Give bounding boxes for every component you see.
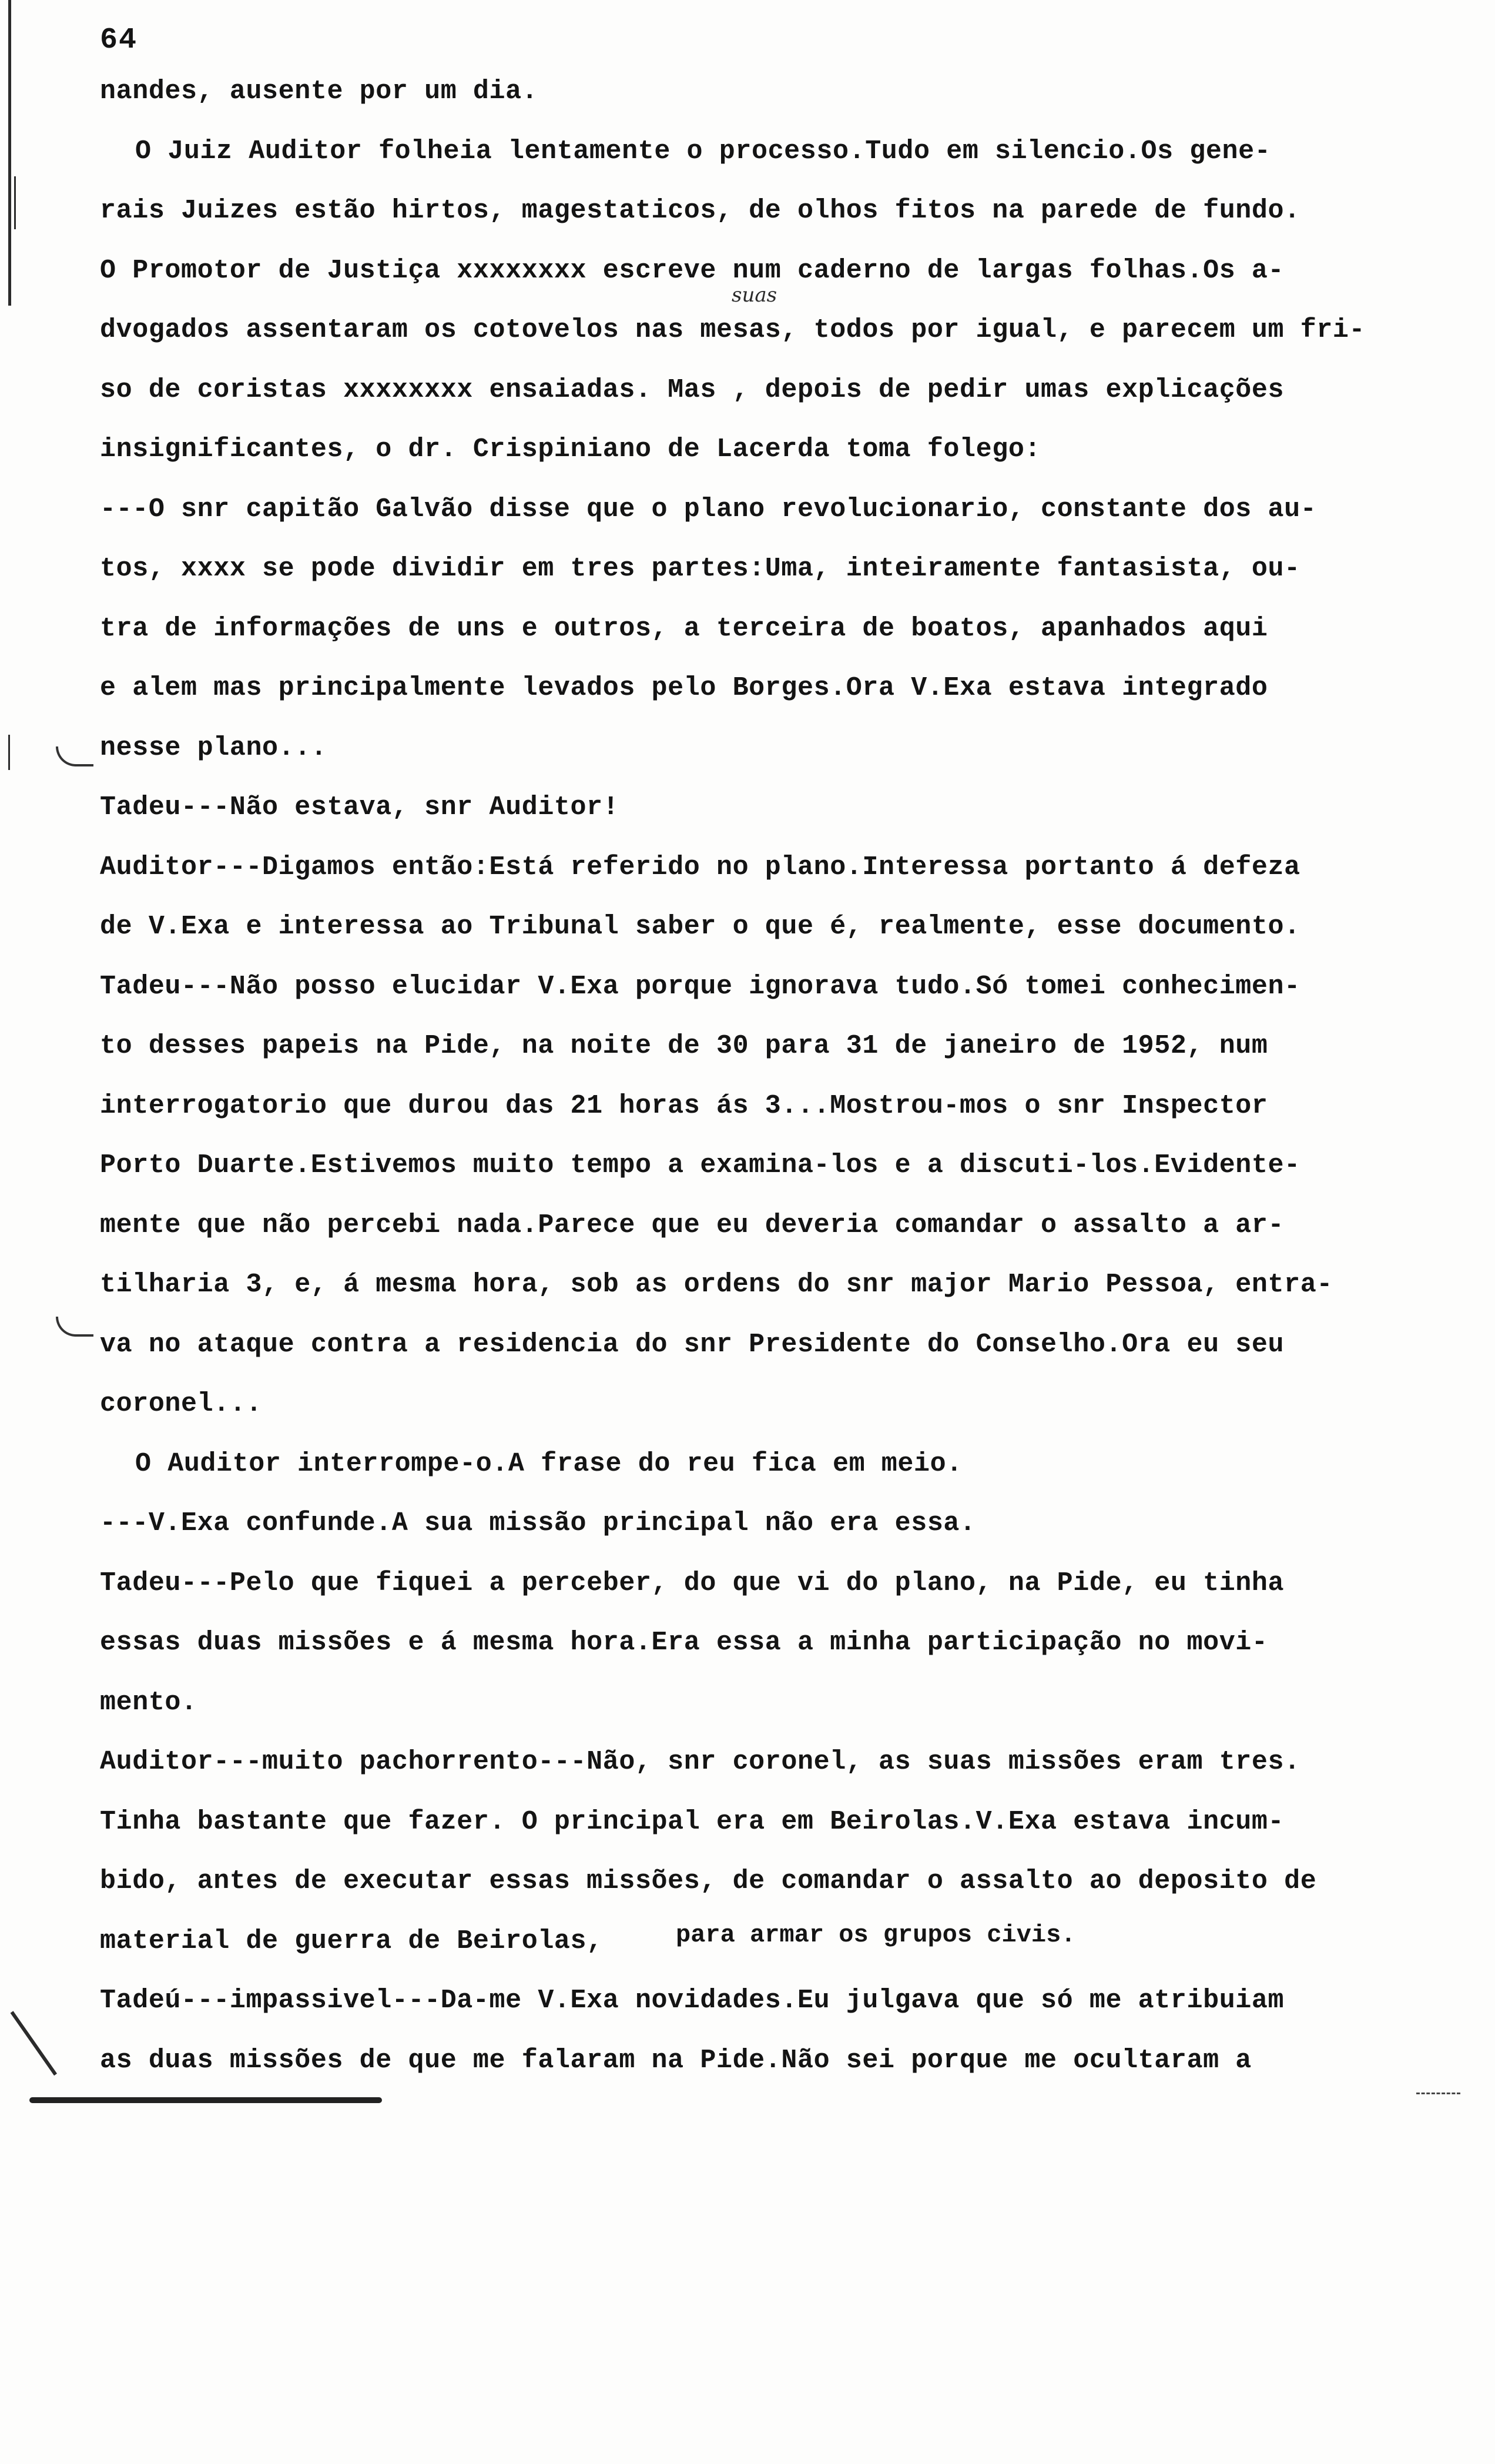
bottom-margin-rule: [29, 2097, 382, 2103]
text-line: Tadeu---Não posso elucidar V.Exa porque ignorava tudo.Só tomei conhecimen-: [100, 971, 1300, 1002]
bottom-right-dashes: [1416, 2093, 1460, 2097]
text-line: interrogatorio que durou das 21 horas ás 3...Mostrou-mos o snr Inspector: [100, 1090, 1268, 1121]
text-line: ---O snr capitão Galvão disse que o plano revolucionario, constante dos au-: [100, 494, 1317, 524]
text-line: coronel...: [100, 1389, 263, 1419]
text-line: so de coristas xxxxxxxx ensaiadas. Mas , depois de pedir umas explicações: [100, 374, 1285, 405]
text-line: O Juiz Auditor folheia lentamente o processo.Tudo em silencio.Os gene-: [135, 136, 1271, 166]
text-line: O Auditor interrompe-o.A frase do reu fica em meio.: [135, 1448, 963, 1479]
text-line: de V.Exa e interessa ao Tribunal saber o que é, realmente, esse documento.: [100, 912, 1300, 942]
text-line: mento.: [100, 1687, 197, 1718]
binding-edge-mark: [8, 0, 11, 306]
margin-hook-mark: [56, 1317, 93, 1337]
text-line: as duas missões de que me falaram na Pide.Não sei porque me ocultaram a: [100, 2045, 1252, 2075]
text-line: insignificantes, o dr. Crispiniano de Lacerda toma folego:: [100, 434, 1041, 464]
text-line: tilharia 3, e, á mesma hora, sob as ordens do snr major Mario Pessoa, entra-: [100, 1270, 1333, 1300]
binding-edge-mark: [8, 735, 10, 770]
text-line: Tadeú---impassivel---Da-me V.Exa novidades.Eu julgava que só me atribuiam: [100, 1986, 1285, 2016]
text-line: Porto Duarte.Estivemos muito tempo a examina-los e a discuti-los.Evidente-: [100, 1150, 1300, 1180]
text-line: tos, xxxx se pode dividir em tres partes:Uma, inteiramente fantasista, ou-: [100, 554, 1300, 584]
text-line: Tadeu---Pelo que fiquei a perceber, do que vi do plano, na Pide, eu tinha: [100, 1568, 1285, 1598]
text-line: rais Juizes estão hirtos, magestaticos, de olhos fitos na parede de fundo.: [100, 196, 1300, 226]
text-line: essas duas missões e á mesma hora.Era essa a minha participação no movi-: [100, 1628, 1268, 1658]
binding-edge-mark: [14, 176, 16, 229]
typed-text-body: [100, 62, 1452, 2090]
text-line: ---V.Exa confunde.A sua missão principal não era essa.: [100, 1508, 976, 1538]
text-line: nesse plano...: [100, 732, 327, 763]
handwritten-correction: suas: [732, 283, 777, 307]
text-line: mente que não percebi nada.Parece que eu deveria comandar o assalto a ar-: [100, 1210, 1285, 1240]
text-line: O Promotor de Justiça xxxxxxxx escreve num caderno de largas folhas.Os a-: [100, 255, 1285, 286]
text-line: nandes, ausente por um dia.: [100, 76, 538, 106]
margin-diagonal-stroke: [11, 2011, 57, 2075]
text-line: bido, antes de executar essas missões, de comandar o assalto ao deposito de: [100, 1866, 1317, 1896]
text-line: va no ataque contra a residencia do snr Presidente do Conselho.Ora eu seu: [100, 1329, 1285, 1360]
text-line: Auditor---Digamos então:Está referido no plano.Interessa portanto á defeza: [100, 852, 1300, 882]
text-line: Tinha bastante que fazer. O principal era em Beirolas.V.Exa estava incum-: [100, 1806, 1285, 1837]
text-line: e alem mas principalmente levados pelo Borges.Ora V.Exa estava integrado: [100, 673, 1268, 703]
margin-hook-mark: [56, 746, 93, 766]
text-line: Tadeu---Não estava, snr Auditor!: [100, 792, 619, 822]
inserted-line-annotation: para armar os grupos civis.: [676, 1921, 1076, 1949]
text-line: Auditor---muito pachorrento---Não, snr coronel, as suas missões eram tres.: [100, 1747, 1300, 1777]
text-line: material de guerra de Beirolas,: [100, 1926, 603, 1956]
text-line: dvogados assentaram os cotovelos nas mesas, todos por igual, e parecem um fri-: [100, 315, 1366, 345]
page-number: 64: [100, 24, 138, 57]
text-line: tra de informações de uns e outros, a terceira de boatos, apanhados aqui: [100, 613, 1268, 644]
text-line: to desses papeis na Pide, na noite de 30 para 31 de janeiro de 1952, num: [100, 1031, 1268, 1061]
